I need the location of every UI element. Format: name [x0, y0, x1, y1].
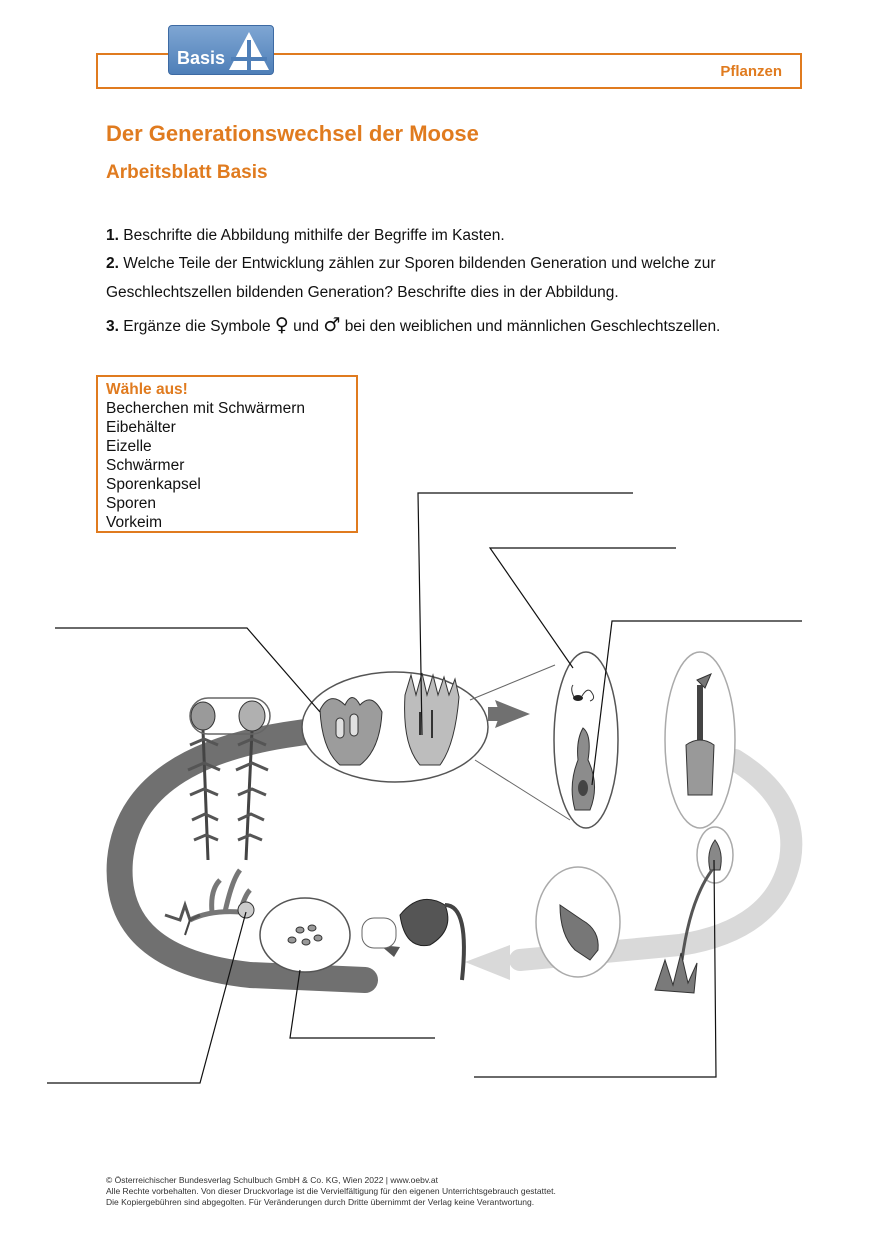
female-symbol: ♀ — [274, 314, 289, 336]
task-3-number: 3. — [106, 318, 119, 335]
arrow-light-left — [465, 945, 510, 980]
task-2-number: 2. — [106, 255, 119, 272]
choice-item: Eibehälter — [106, 419, 176, 436]
task-3 — [106, 315, 720, 337]
task-3-text-before: Ergänze die Symbole — [123, 318, 271, 335]
task-3-text-middle: und — [293, 318, 320, 335]
choice-item: Sporen — [106, 495, 156, 512]
footer — [106, 1175, 556, 1208]
page-subtitle: Arbeitsblatt Basis — [106, 162, 268, 183]
male-symbol: ♂ — [323, 314, 341, 336]
choice-box-title: Wähle aus! — [106, 381, 188, 398]
triangle-icon — [227, 30, 271, 72]
label-line-2 — [490, 548, 676, 668]
germinating-spore — [238, 902, 254, 918]
task-1-number: 1. — [106, 227, 119, 244]
sporophyte-moss-base — [655, 953, 697, 993]
moss-life-cycle-diagram — [0, 480, 890, 1100]
task-2-line2 — [106, 283, 619, 303]
task-1 — [106, 226, 505, 246]
task-1-text: Beschrifte die Abbildung mithilfe der Begriffe im Kasten. — [123, 227, 505, 244]
choice-item: Sporenkapsel — [106, 476, 201, 493]
footer-line-1: © Österreichischer Bundesverlag Schulbuch GmbH & Co. KG, Wien 2022 | www.oebv.at — [106, 1175, 438, 1185]
task-2-text: Welche Teile der Entwicklung zählen zur Sporen bildenden Generation und welche zur — [123, 255, 716, 272]
task-2-text-line2: Geschlechtszellen bildenden Generation? Beschrifte dies in der Abbildung. — [106, 284, 619, 301]
spores-oval — [260, 898, 350, 972]
task-2 — [106, 254, 715, 274]
choice-item: Eizelle — [106, 438, 152, 455]
page-title: Der Generationswechsel der Moose — [106, 121, 479, 146]
spore-release-capsule — [362, 918, 396, 948]
footer-line-3: Die Kopiergebühren sind abgegolten. Für Veränderungen durch Dritte übernimmt der Verlag keine Verantwortung. — [106, 1197, 535, 1207]
protonema-icon — [165, 870, 250, 935]
choice-item: Becherchen mit Schwärmern — [106, 400, 305, 417]
footer-line-2: Alle Rechte vorbehalten. Von dieser Druckvorlage ist die Vervielfältigung für den eigenen Unterrichtsgebrauch gestattet. — [106, 1186, 556, 1196]
label-line-4 — [55, 628, 320, 712]
choice-item: Vorkeim — [106, 514, 162, 531]
task-3-text-after: bei den weiblichen und männlichen Geschlechtszellen. — [344, 318, 721, 335]
moss-plant-right — [236, 701, 268, 860]
header-category: Pflanzen — [720, 63, 782, 80]
basis-logo — [168, 25, 274, 75]
choice-item: Schwärmer — [106, 457, 185, 474]
logo-text: Basis — [177, 48, 226, 68]
